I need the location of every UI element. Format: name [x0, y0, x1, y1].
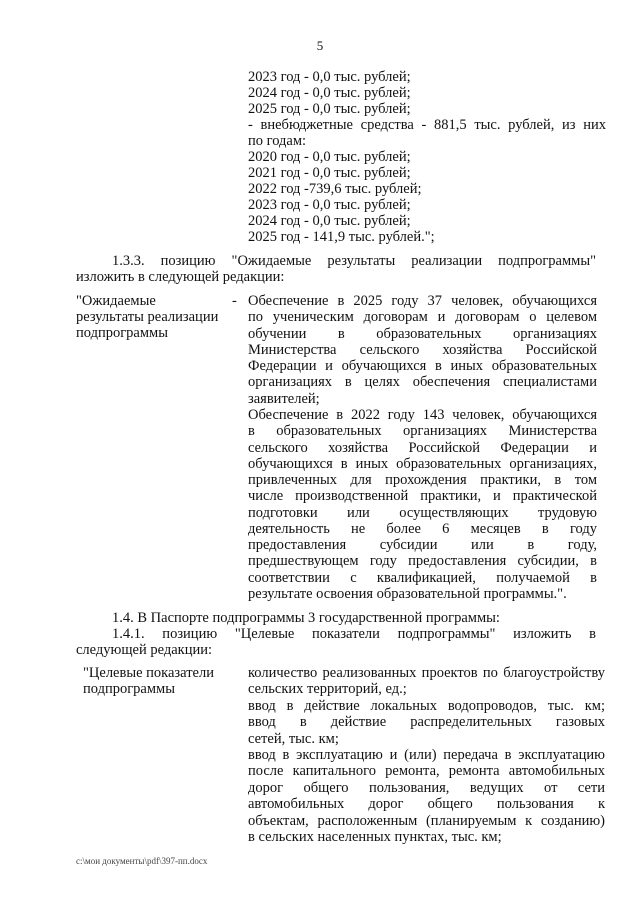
- expected-results-line: обучающихся в иных образовательных организациях,: [248, 455, 597, 472]
- funding-year-line: 2025 год - 0,0 тыс. рублей;: [248, 101, 411, 117]
- expected-results-line: организациях в целях обеспечения специалистами: [248, 374, 597, 391]
- target-indicators-label-line: подпрограммы: [83, 681, 175, 697]
- expected-results-label-line: подпрограммы: [76, 325, 168, 341]
- section-1-3-3-heading-continued: изложить в следующей редакции:: [76, 269, 285, 285]
- funding-year-line: 2024 год - 0,0 тыс. рублей;: [248, 85, 411, 101]
- expected-results-line: обучении в образовательных организациях: [248, 325, 597, 342]
- funding-year-line: 2022 год -739,6 тыс. рублей;: [248, 181, 422, 197]
- expected-results-line: Обеспечение в 2022 году 143 человек, обучающихся: [248, 406, 597, 423]
- expected-results-line: подготовки или осуществляющих трудовую: [248, 504, 597, 521]
- expected-results-line: соответствии с квалификацией, получаемой в: [248, 569, 597, 586]
- target-indicator-line: ввод в действие локальных водопроводов, тыс. км;: [248, 697, 605, 714]
- funding-year-line: 2020 год - 0,0 тыс. рублей;: [248, 149, 411, 165]
- page-number: 5: [316, 38, 324, 53]
- target-indicator-line: в сельских населенных пунктах, тыс. км;: [248, 829, 502, 845]
- expected-results-label-line: результаты реализации: [76, 309, 219, 325]
- expected-results-line: заявителей;: [248, 390, 320, 407]
- expected-results-line: сельского хозяйства Российской Федерации и: [248, 439, 597, 456]
- target-indicator-line: ввод в действие распределительных газовых: [248, 714, 605, 731]
- funding-year-line: 2025 год - 141,9 тыс. рублей.";: [248, 229, 435, 245]
- expected-results-line: предшествующем году предоставления субсидии, в: [248, 553, 597, 570]
- target-indicator-line: сельских территорий, ед.;: [248, 681, 407, 698]
- expected-results-line: числе производственной практики, и практической: [248, 488, 597, 505]
- section-1-3-3-heading: 1.3.3. позицию "Ожидаемые результаты реализации подпрограммы": [112, 253, 596, 269]
- footer-file-path: c:\мои документы\pdf\397-пп.docx: [76, 856, 208, 866]
- target-indicator-line: количество реализованных проектов по благоустройству: [248, 665, 605, 681]
- expected-results-line: привлеченных для прохождения практики, в том: [248, 472, 597, 489]
- extrabudget-line-continued: по годам:: [248, 133, 307, 149]
- expected-results-line: по ученическим договорам и договорам о целевом: [248, 309, 597, 326]
- section-1-4-1-heading-continued: следующей редакции:: [76, 642, 213, 658]
- expected-results-line: Обеспечение в 2025 году 37 человек, обучающихся: [248, 293, 597, 309]
- extrabudget-line: - внебюджетные средства - 881,5 тыс. рублей, из них: [248, 117, 606, 133]
- expected-results-label-line: "Ожидаемые: [76, 293, 156, 309]
- target-indicator-line: ввод в эксплуатацию и (или) передача в эксплуатацию: [248, 747, 605, 763]
- expected-results-line: деятельность не более 6 месяцев в году: [248, 520, 597, 537]
- expected-results-dash: -: [232, 293, 237, 309]
- section-1-4-heading: 1.4. В Паспорте подпрограммы 3 государственной программы:: [112, 610, 500, 626]
- expected-results-line: результате освоения образовательной программы.".: [248, 586, 567, 603]
- expected-results-line: Федерации и обучающихся в иных образовательных: [248, 358, 597, 375]
- expected-results-line: Министерства сельского хозяйства Российской: [248, 341, 597, 358]
- expected-results-line: предоставления субсидии или в году,: [248, 537, 597, 554]
- section-1-4-1-heading: 1.4.1. позицию "Целевые показатели подпрограммы" изложить в: [112, 626, 596, 642]
- funding-year-line: 2023 год - 0,0 тыс. рублей;: [248, 69, 411, 85]
- funding-year-line: 2023 год - 0,0 тыс. рублей;: [248, 197, 411, 213]
- funding-year-line: 2024 год - 0,0 тыс. рублей;: [248, 213, 411, 229]
- funding-year-line: 2021 год - 0,0 тыс. рублей;: [248, 165, 411, 181]
- target-indicator-line: автомобильных дорог общего пользования к: [248, 796, 605, 813]
- expected-results-line: в образовательных организациях Министерства: [248, 423, 597, 440]
- target-indicator-line: после капитального ремонта, ремонта автомобильных: [248, 763, 605, 780]
- target-indicator-line: объектам, расположенным (планируемым к созданию): [248, 812, 605, 829]
- target-indicator-line: сетей, тыс. км;: [248, 730, 339, 747]
- target-indicator-line: дорог общего пользования, ведущих от сети: [248, 779, 605, 796]
- target-indicators-label-line: "Целевые показатели: [83, 665, 214, 681]
